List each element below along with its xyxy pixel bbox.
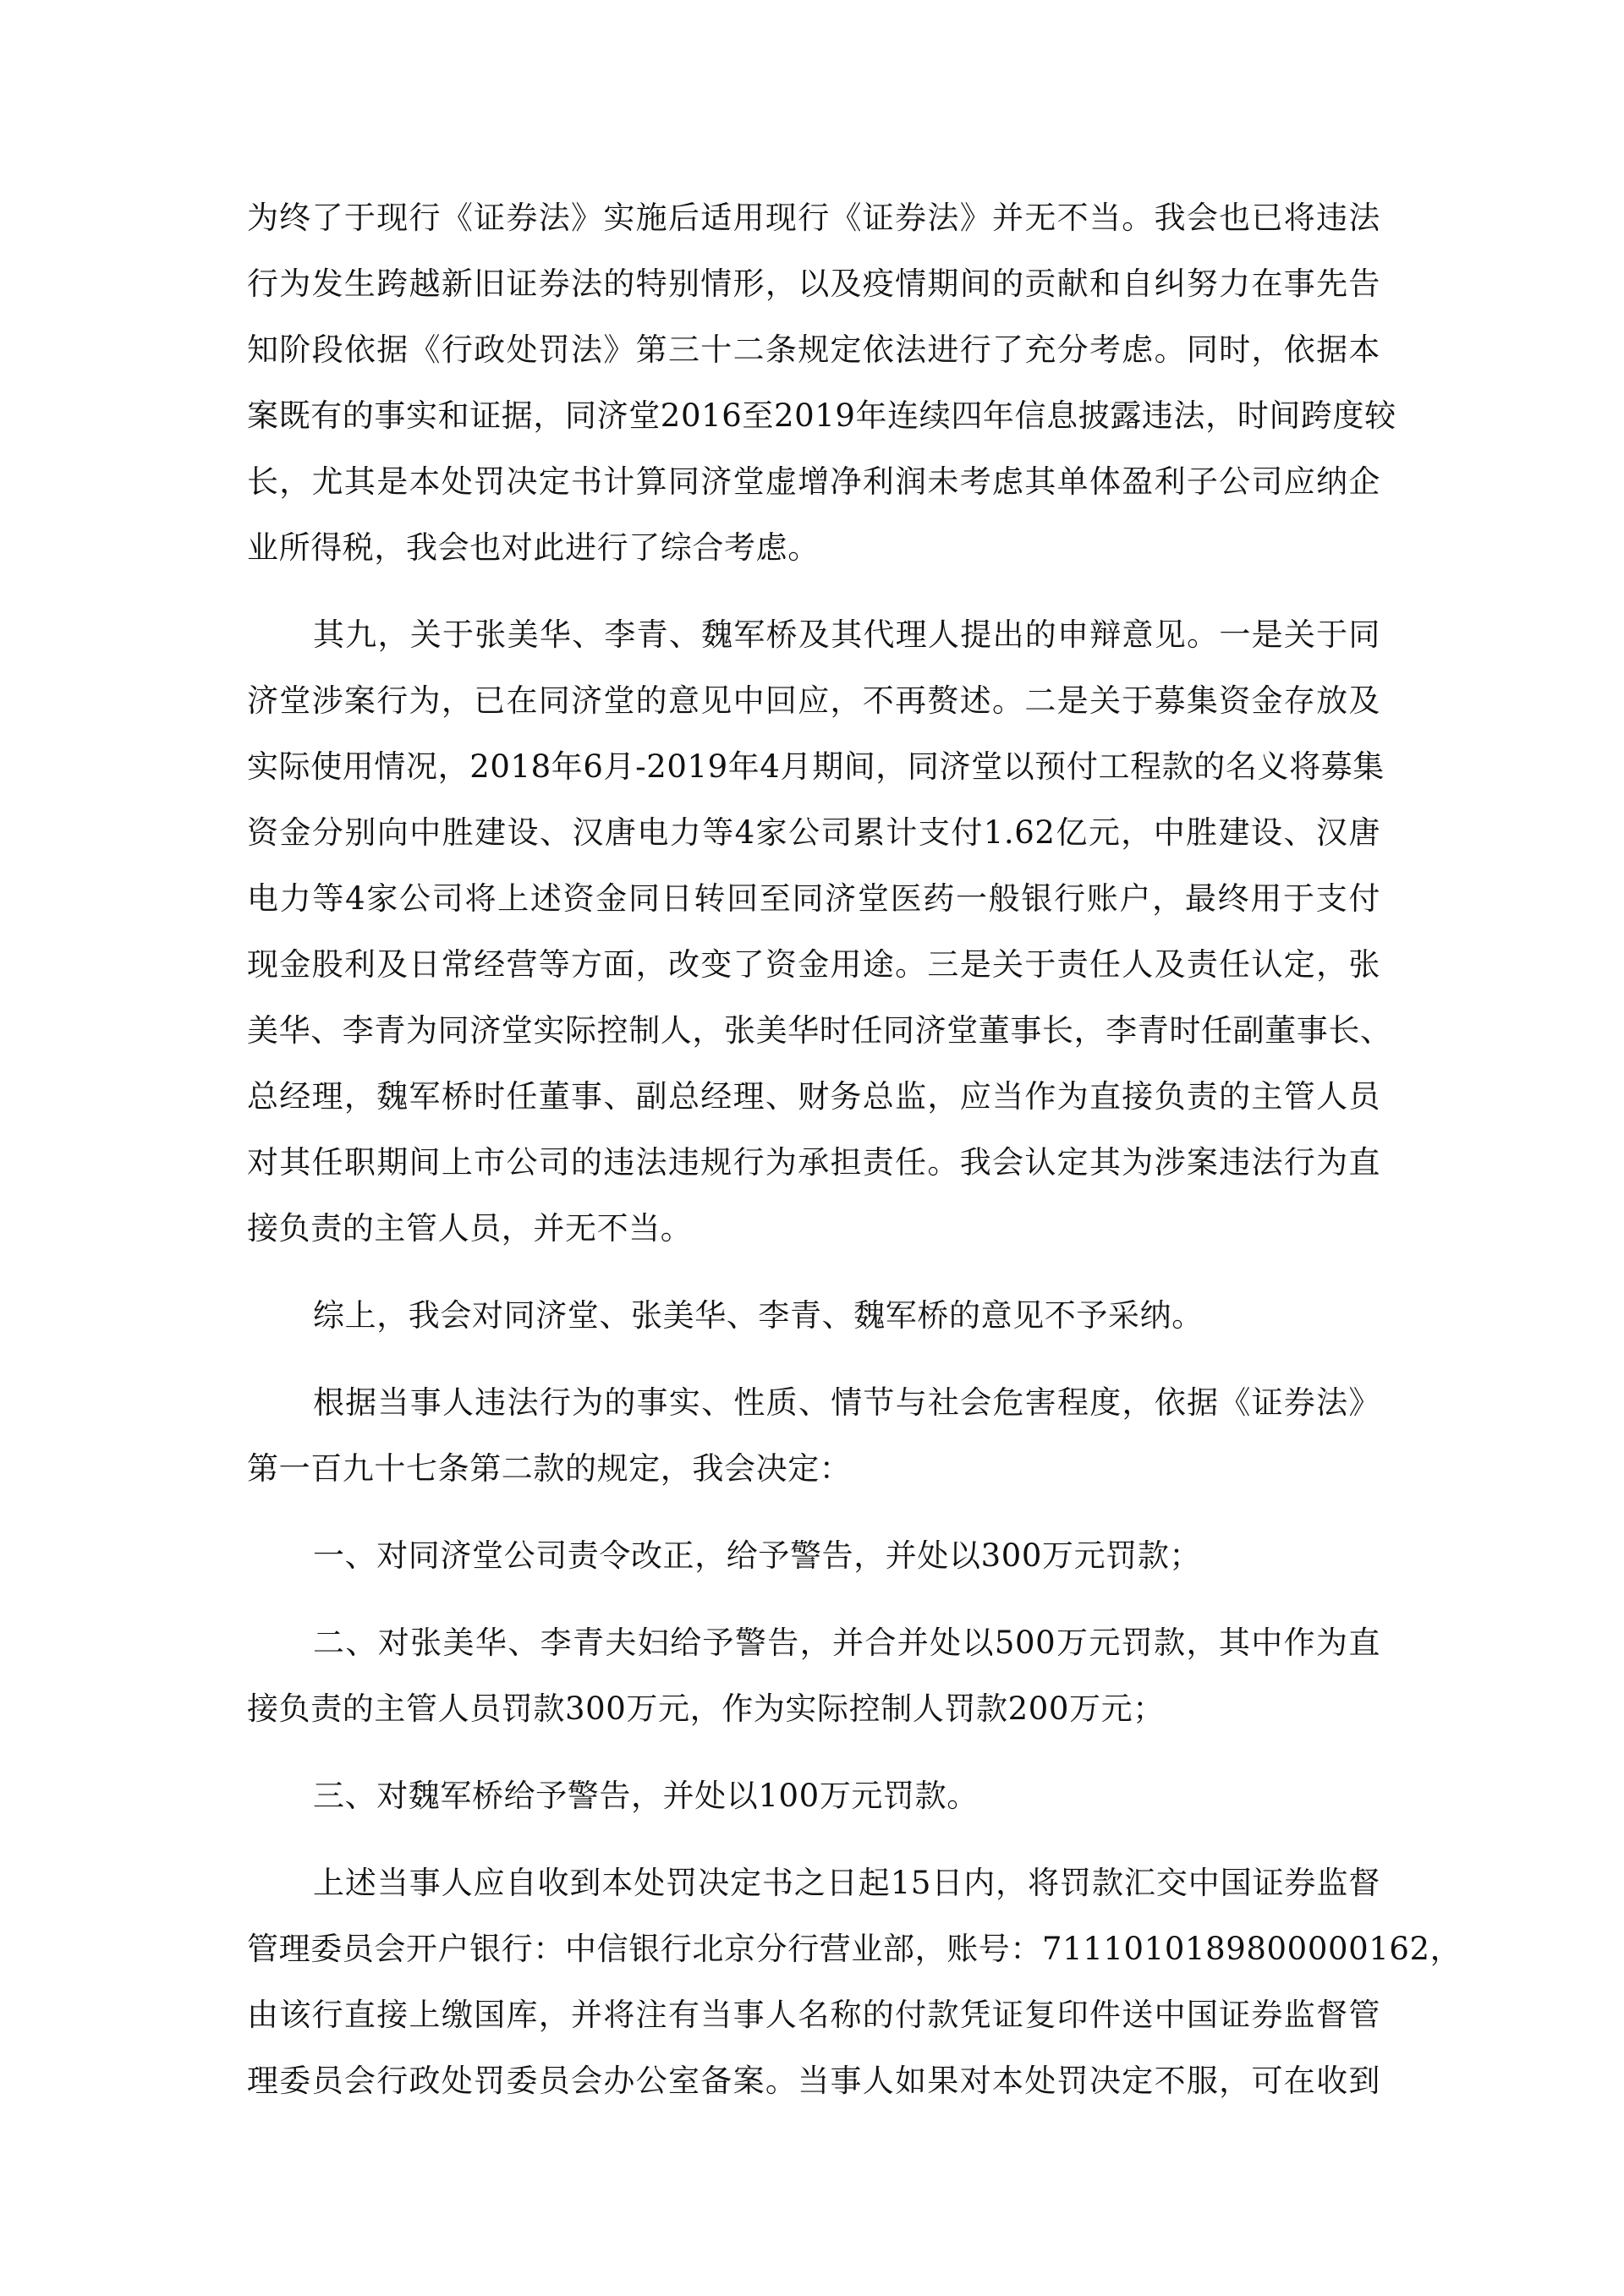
- text-line: 知阶段依据《行政处罚法》第三十二条规定依法进行了充分考虑。同时，依据本: [247, 332, 1380, 368]
- paragraph-payment-instructions: [247, 1850, 1462, 2114]
- paragraph-item-nine: [247, 602, 1392, 1262]
- text-line: 一、对同济堂公司责令改正，给予警告，并处以300万元罚款；: [313, 1537, 1202, 1574]
- text-line: 电力等4家公司将上述资金同日转回至同济堂医药一般银行账户，最终用于支付: [247, 880, 1380, 917]
- text-line: 综上，我会对同济堂、张美华、李青、魏军桥的意见不予采纳。: [313, 1297, 1204, 1334]
- text-line: 对其任职期间上市公司的违法违规行为承担责任。我会认定其为涉案违法行为直: [247, 1144, 1380, 1181]
- text-line: 管理委员会开户银行：中信银行北京分行营业部，账号：7111010189800000162，: [247, 1931, 1462, 1967]
- text-line: 接负责的主管人员，并无不当。: [247, 1210, 693, 1247]
- text-line: 总经理，魏军桥时任董事、副总经理、财务总监，应当作为直接负责的主管人员: [247, 1078, 1380, 1115]
- text-line: 第一百九十七条第二款的规定，我会决定：: [247, 1450, 852, 1487]
- paragraph-legal-basis: [247, 1370, 1380, 1502]
- text-line: 根据当事人违法行为的事实、性质、情节与社会危害程度，依据《证券法》: [313, 1384, 1380, 1421]
- paragraph-continuation: [247, 185, 1396, 581]
- text-line: 三、对魏军桥给予警告，并处以100万元罚款。: [313, 1778, 979, 1814]
- text-line: 为终了于现行《证券法》实施后适用现行《证券法》并无不当。我会也已将违法: [247, 200, 1380, 236]
- text-line: 业所得税，我会也对此进行了综合考虑。: [247, 529, 820, 566]
- text-line: 由该行直接上缴国库，并将注有当事人名称的付款凭证复印件送中国证券监督管: [247, 1997, 1380, 2033]
- document-body: [247, 185, 1462, 2135]
- text-line: 行为发生跨越新旧证券法的特别情形，以及疫情期间的贡献和自纠努力在事先告: [247, 266, 1380, 302]
- paragraph-decision-3: [247, 1763, 1380, 1829]
- text-line: 其九，关于张美华、李青、魏军桥及其代理人提出的申辩意见。一是关于同: [313, 616, 1380, 653]
- paragraph-conclusion: [247, 1283, 1380, 1349]
- text-line: 济堂涉案行为，已在同济堂的意见中回应，不再赘述。二是关于募集资金存放及: [247, 682, 1380, 719]
- paragraph-decision-1: [247, 1523, 1380, 1589]
- text-line: 现金股利及日常经营等方面，改变了资金用途。三是关于责任人及责任认定，张: [247, 946, 1380, 983]
- text-line: 长，尤其是本处罚决定书计算同济堂虚增净利润未考虑其单体盈利子公司应纳企: [247, 463, 1380, 500]
- text-line: 二、对张美华、李青夫妇给予警告，并合并处以500万元罚款，其中作为直: [313, 1625, 1380, 1661]
- text-line: 案既有的事实和证据，同济堂2016至2019年连续四年信息披露违法，时间跨度较: [247, 397, 1396, 434]
- text-line: 实际使用情况，2018年6月-2019年4月期间，同济堂以预付工程款的名义将募集: [247, 748, 1385, 785]
- paragraph-decision-2: [247, 1610, 1380, 1742]
- text-line: 资金分别向中胜建设、汉唐电力等4家公司累计支付1.62亿元，中胜建设、汉唐: [247, 814, 1380, 851]
- text-line: 理委员会行政处罚委员会办公室备案。当事人如果对本处罚决定不服，可在收到: [247, 2063, 1380, 2099]
- text-line: 美华、李青为同济堂实际控制人，张美华时任同济堂董事长，李青时任副董事长、: [247, 1012, 1392, 1049]
- text-line: 上述当事人应自收到本处罚决定书之日起15日内，将罚款汇交中国证券监督: [313, 1865, 1380, 1901]
- text-line: 接负责的主管人员罚款300万元，作为实际控制人罚款200万元；: [247, 1690, 1165, 1727]
